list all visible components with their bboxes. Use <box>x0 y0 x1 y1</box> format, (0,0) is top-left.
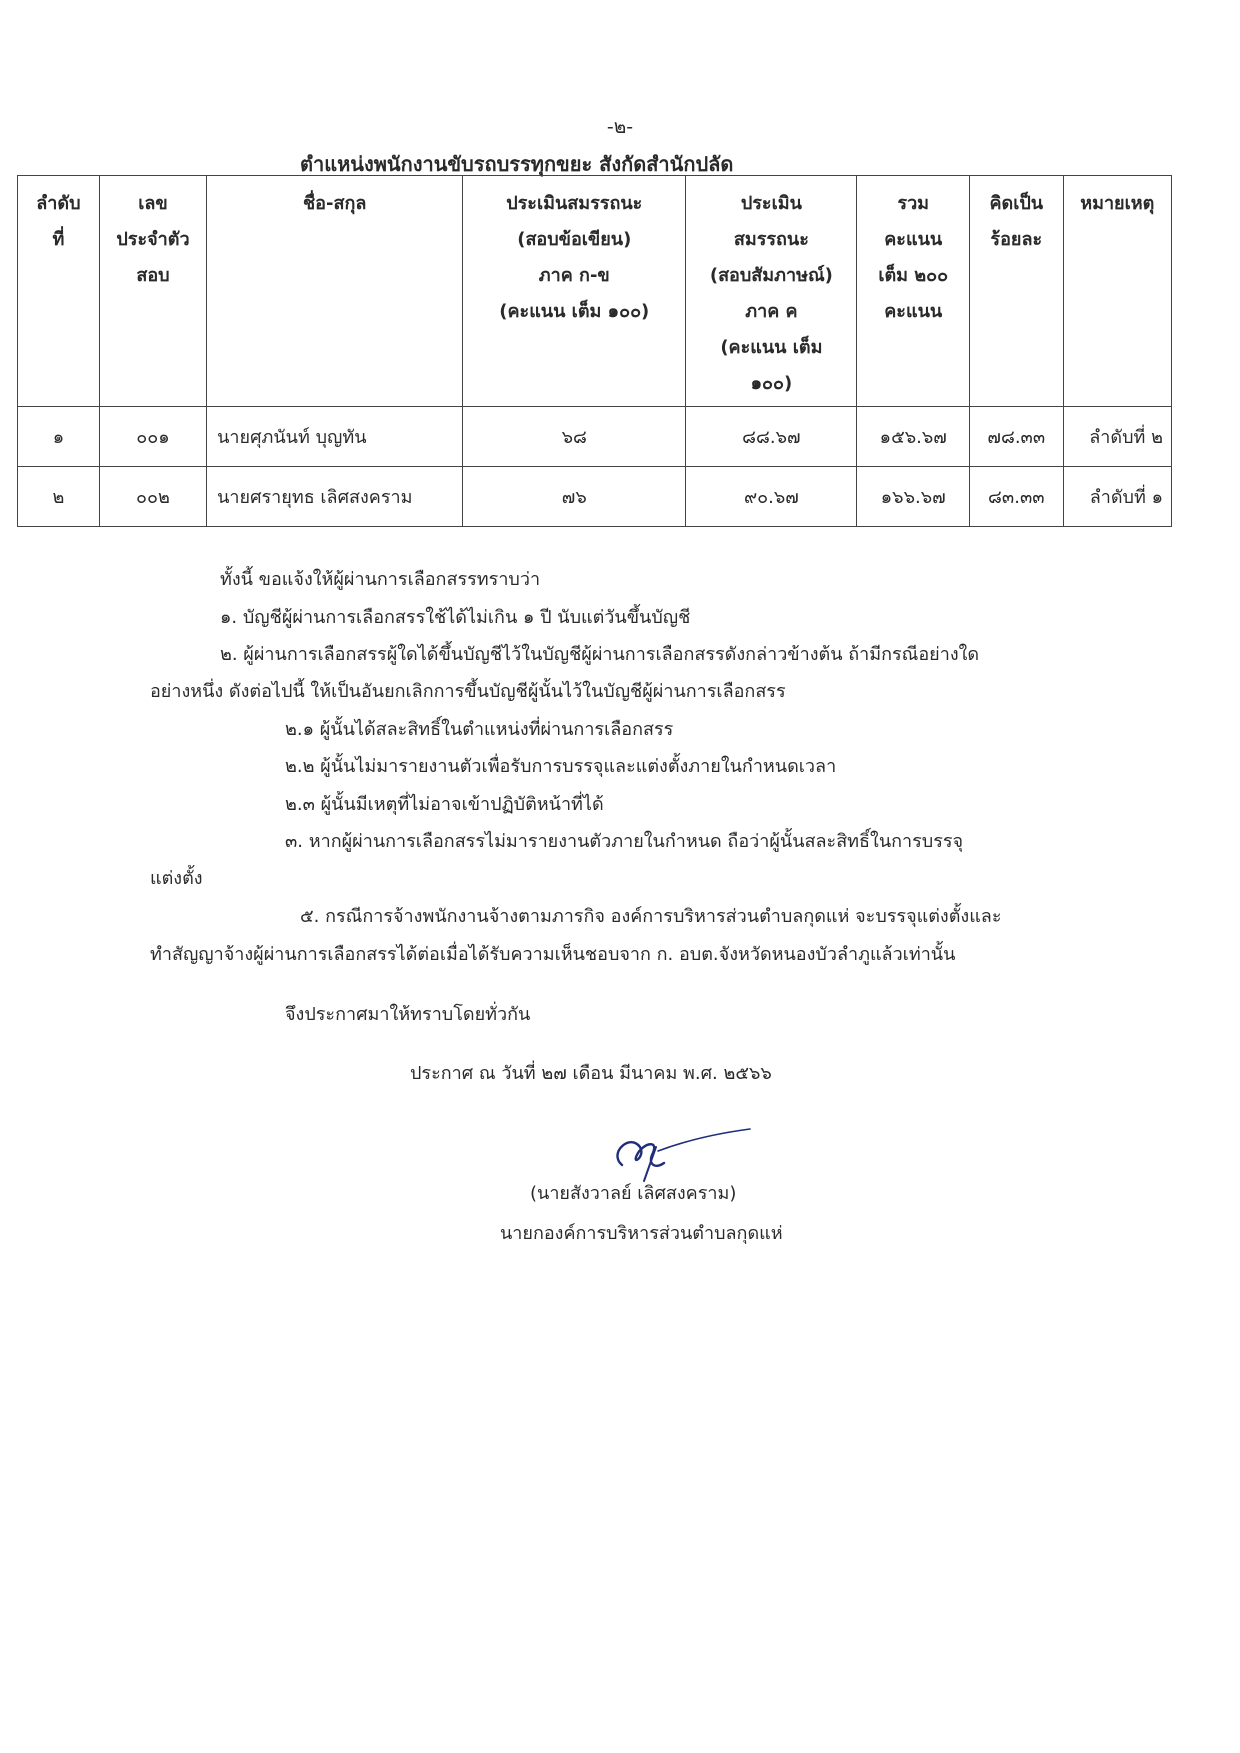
cell-note: ลำดับที่ ๑ <box>1063 467 1171 527</box>
condition-3-line-1: ๓. หากผู้ผ่านการเลือกสรรไม่มารายงานตัวภายในกำหนด ถือว่าผู้นั้นสละสิทธิ์ในการบรรจุ <box>285 831 964 852</box>
cell-name: นายศุภนันท์ บุญทัน <box>207 407 463 467</box>
condition-5-line-1: ๕. กรณีการจ้างพนักงานจ้างตามภารกิจ องค์การบริหารส่วนตำบลกุดแห่ จะบรรจุแต่งตั้งและ <box>300 906 1002 927</box>
condition-1: ๑. บัญชีผู้ผ่านการเลือกสรรใช้ได้ไม่เกิน ๑ ปี นับแต่วันขึ้นบัญชี <box>220 607 691 628</box>
cell-note: ลำดับที่ ๒ <box>1063 407 1171 467</box>
condition-3-line-2: แต่งตั้ง <box>150 868 203 889</box>
page-number: -๒- <box>606 116 634 138</box>
cell-name: นายศรายุทธ เลิศสงคราม <box>207 467 463 527</box>
condition-5-line-2: ทำสัญญาจ้างผู้ผ่านการเลือกสรรได้ต่อเมื่อได้รับความเห็นชอบจาก ก. อบต.จังหวัดหนองบัวลำภูแล้วเท่านั้น <box>150 944 956 965</box>
table-row <box>18 407 1172 467</box>
condition-2-1: ๒.๑ ผู้นั้นได้สละสิทธิ์ในตำแหน่งที่ผ่านการเลือกสรร <box>285 719 674 740</box>
cell-interview-score: ๘๘.๖๗ <box>686 407 857 467</box>
condition-2-2: ๒.๒ ผู้นั้นไม่มารายงานตัวเพื่อรับการบรรจุและแต่งตั้งภายในกำหนดเวลา <box>285 756 837 777</box>
cell-no: ๒ <box>18 467 100 527</box>
header-total-score: รวม คะแนน เต็ม ๒๐๐ คะแนน <box>857 176 970 407</box>
cell-written-score: ๗๖ <box>463 467 686 527</box>
table-row <box>18 467 1172 527</box>
header-name: ชื่อ-สกุล <box>207 176 463 407</box>
closing-text: จึงประกาศมาให้ทราบโดยทั่วกัน <box>285 1004 531 1025</box>
cell-written-score: ๖๘ <box>463 407 686 467</box>
cell-exam-id: ๐๐๑ <box>99 407 206 467</box>
cell-total-score: ๑๖๖.๖๗ <box>857 467 970 527</box>
table-header-row <box>18 176 1172 407</box>
header-no: ลำดับ ที่ <box>18 176 100 407</box>
signatory-name: (นายสังวาลย์ เลิศสงคราม) <box>530 1183 737 1204</box>
condition-2-line-1: ๒. ผู้ผ่านการเลือกสรรผู้ใดได้ขึ้นบัญชีไว้ในบัญชีผู้ผ่านการเลือกสรรดังกล่าวข้างต้น ถ้ามีกรณีอย่างใด <box>220 644 980 665</box>
cell-exam-id: ๐๐๒ <box>99 467 206 527</box>
table-title: ตำแหน่งพนักงานขับรถบรรทุกขยะ สังกัดสำนักปลัด <box>300 152 734 176</box>
header-exam-id: เลข ประจำตัว สอบ <box>99 176 206 407</box>
intro-text: ทั้งนี้ ขอแจ้งให้ผู้ผ่านการเลือกสรรทราบว่า <box>220 569 541 590</box>
cell-percent: ๗๘.๓๓ <box>970 407 1064 467</box>
cell-no: ๑ <box>18 407 100 467</box>
cell-percent: ๘๓.๓๓ <box>970 467 1064 527</box>
header-written-score: ประเมินสมรรถนะ (สอบข้อเขียน) ภาค ก-ข (คะแนน เต็ม ๑๐๐) <box>463 176 686 407</box>
condition-2-line-2: อย่างหนึ่ง ดังต่อไปนี้ ให้เป็นอันยกเลิกการขึ้นบัญชีผู้นั้นไว้ในบัญชีผู้ผ่านการเลือกสรร <box>150 681 786 702</box>
cell-interview-score: ๙๐.๖๗ <box>686 467 857 527</box>
header-interview-score: ประเมิน สมรรถนะ (สอบสัมภาษณ์) ภาค ค (คะแนน เต็ม ๑๐๐) <box>686 176 857 407</box>
cell-total-score: ๑๕๖.๖๗ <box>857 407 970 467</box>
signatory-title: นายกองค์การบริหารส่วนตำบลกุดแห่ <box>500 1223 783 1244</box>
results-table <box>17 175 1172 527</box>
header-percent: คิดเป็น ร้อยละ <box>970 176 1064 407</box>
announce-date: ประกาศ ณ วันที่ ๒๗ เดือน มีนาคม พ.ศ. ๒๕๖๖ <box>410 1063 772 1084</box>
header-note: หมายเหตุ <box>1063 176 1171 407</box>
condition-2-3: ๒.๓ ผู้นั้นมีเหตุที่ไม่อาจเข้าปฏิบัติหน้าที่ได้ <box>285 794 604 815</box>
